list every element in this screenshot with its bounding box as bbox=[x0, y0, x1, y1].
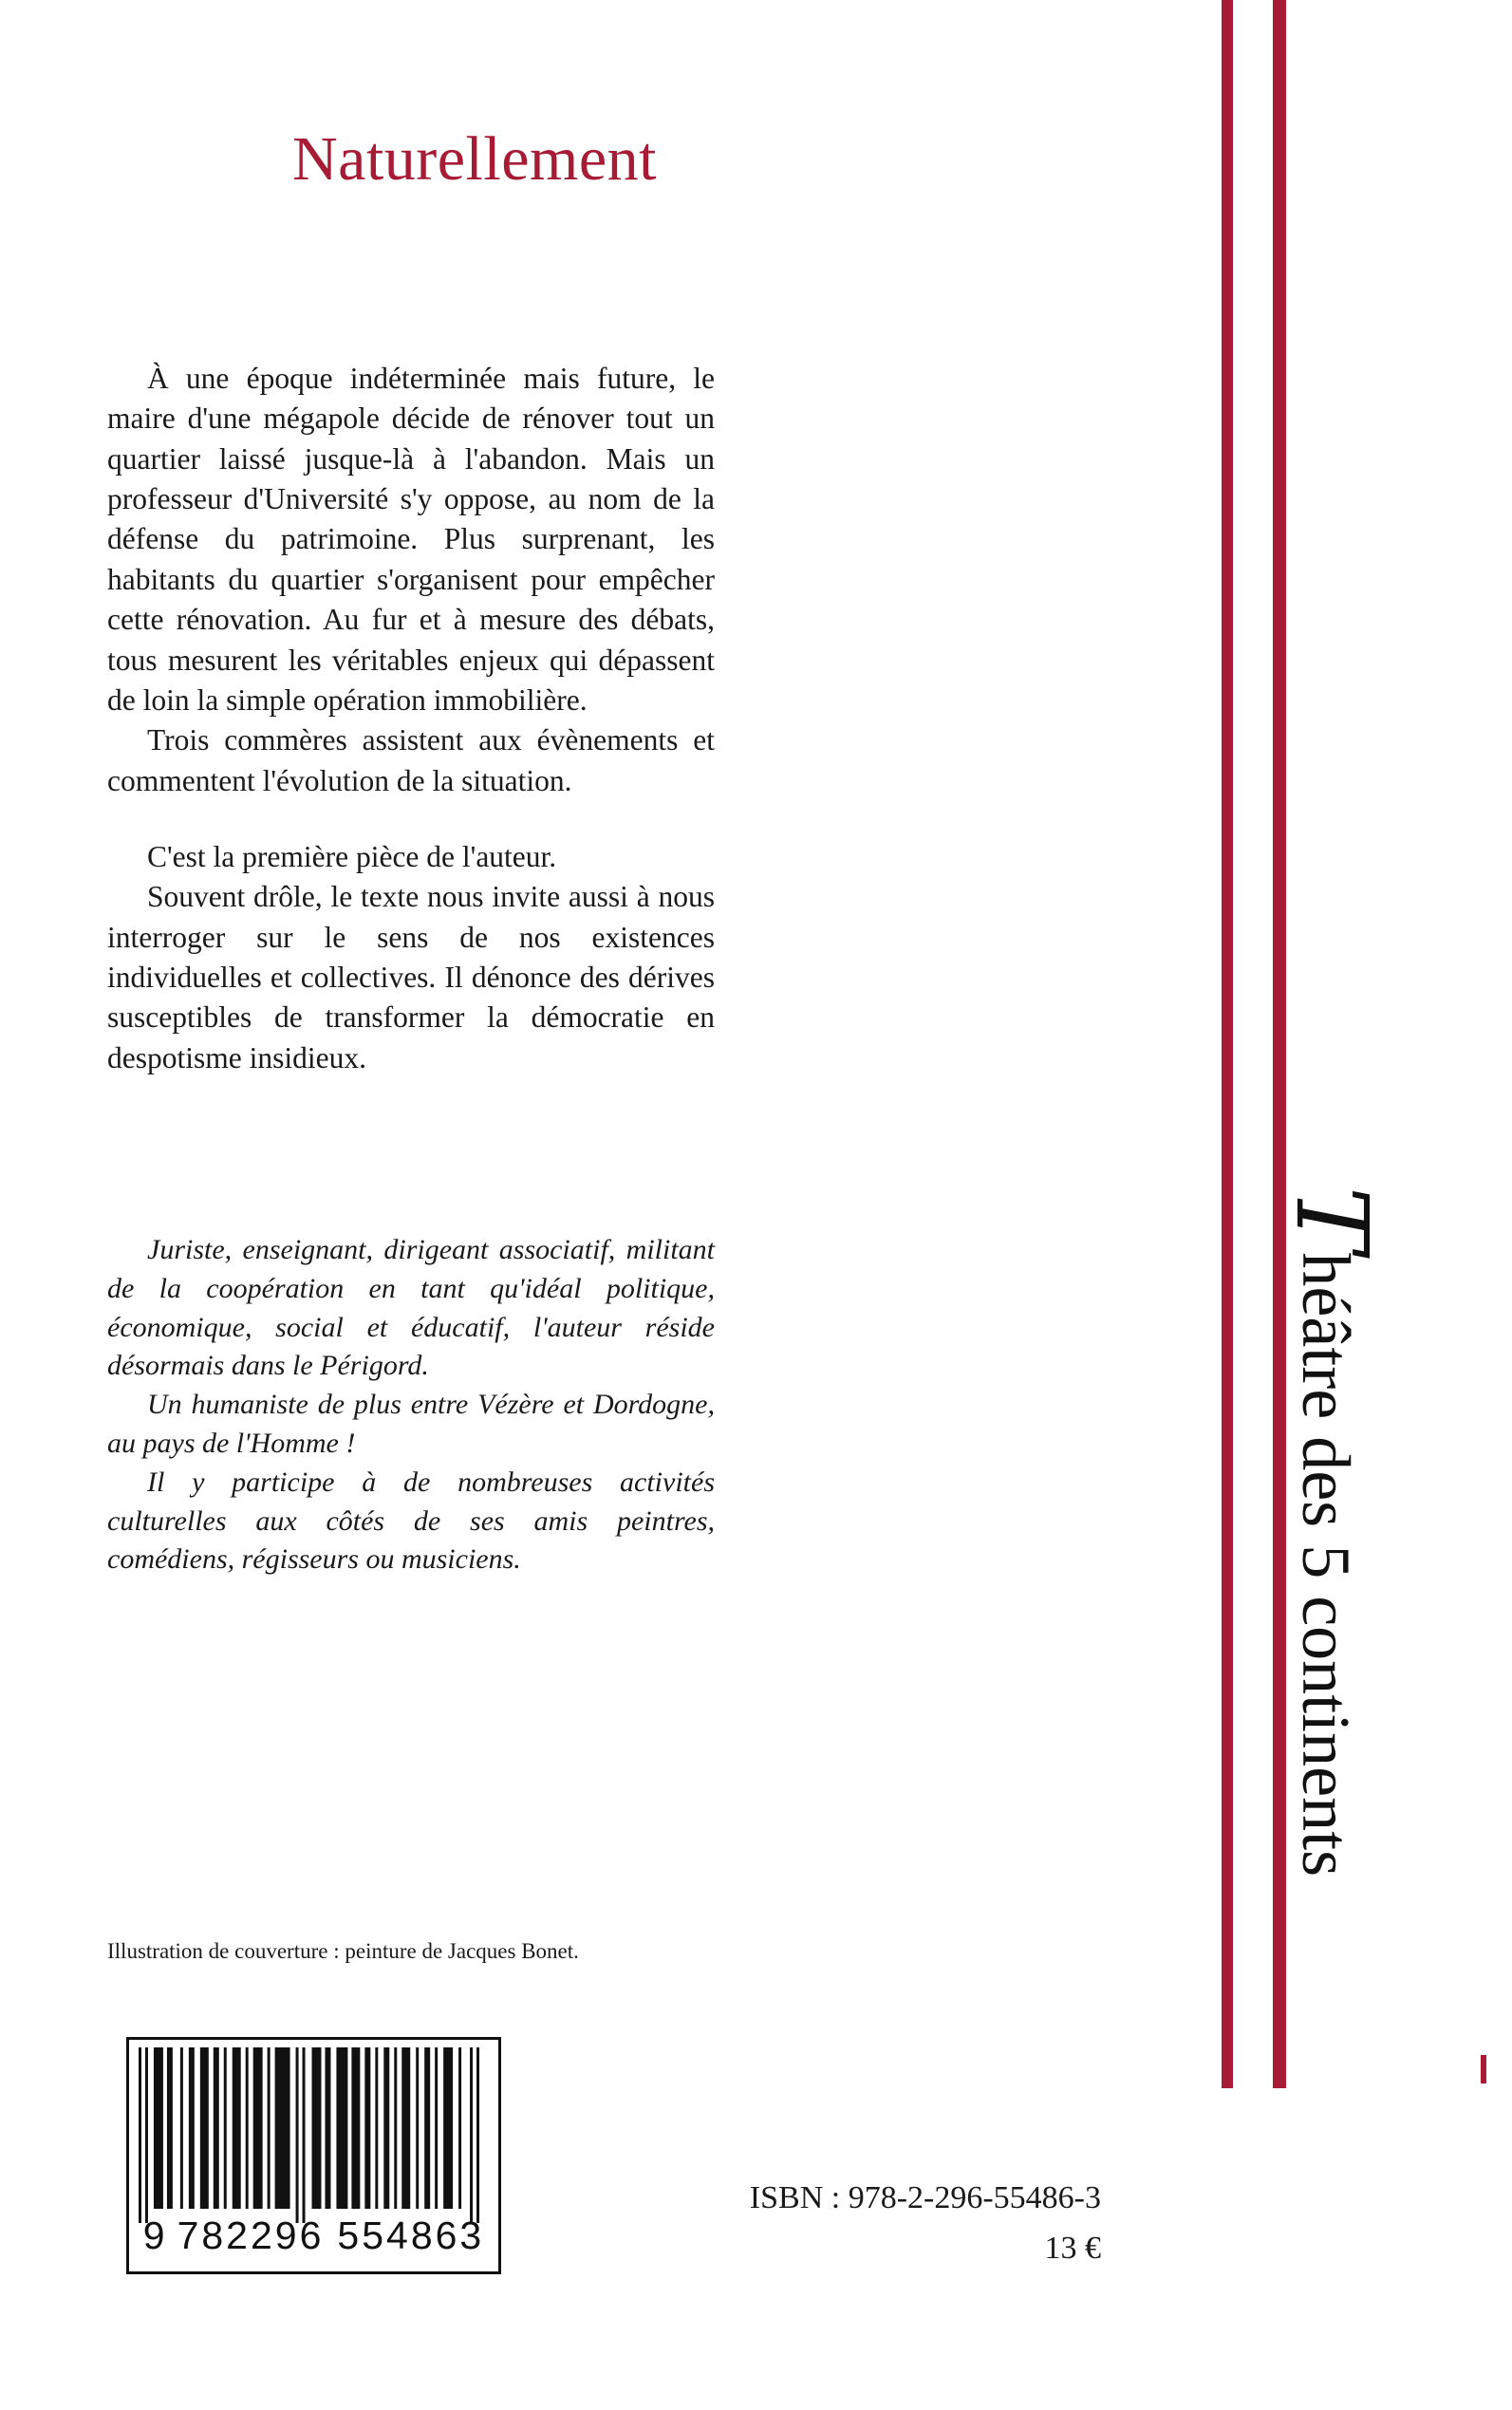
collection-spine bbox=[1274, 1186, 1400, 2269]
synopsis-block bbox=[107, 359, 715, 1078]
synopsis-paragraph: À une époque indéterminée mais future, le maire d'une mégapole décide de rénover tout un quartier laissé jusque-là à l'abandon. Mais un professeur d'Université s'y oppose, au nom de la défense du patrimoine. Plus surprenant, les habitants du quartier s'organisent pour empêcher cette rénovation. Au fur et à mesure des débats, tous mesurent les véritables enjeux qui dépassent de loin la simple opération immobilière. bbox=[107, 362, 715, 717]
price-text: 13 € bbox=[1044, 2230, 1101, 2266]
barcode-digits-right: 554863 bbox=[337, 2214, 485, 2257]
spine-rule-tick bbox=[1481, 2055, 1486, 2083]
spine-rule-inner bbox=[1222, 0, 1233, 2088]
collection-name-rest: héâtre des 5 continents bbox=[1288, 1252, 1364, 1878]
author-bio-block bbox=[107, 1231, 715, 1579]
collection-name bbox=[1275, 1186, 1389, 2269]
author-bio-paragraph: Il y participe à de nombreuses activités culturelles aux côtés de ses amis peintres, comédiens, régisseurs ou musiciens. bbox=[107, 1466, 715, 1576]
author-bio-paragraph: Juriste, enseignant, dirigeant associatif, militant de la coopération en tant qu'idéal politique, économique, social et éducatif, l'auteur réside désormais dans le Périgord. bbox=[107, 1234, 715, 1382]
barcode-digits bbox=[126, 2210, 501, 2262]
isbn-price-block bbox=[607, 2174, 1101, 2273]
barcode-digit-lead: 9 bbox=[142, 2214, 168, 2257]
cover-illustration-credit: Illustration de couverture : peinture de Jacques Bonet. bbox=[107, 1939, 579, 1963]
author-bio-paragraph: Un humaniste de plus entre Vézère et Dordogne, au pays de l'Homme ! bbox=[107, 1389, 715, 1459]
barcode-digits-left: 782296 bbox=[177, 2214, 325, 2257]
isbn-text: ISBN : 978-2-296-55486-3 bbox=[749, 2180, 1101, 2215]
synopsis-paragraph: Souvent drôle, le texte nous invite aussi à nous interroger sur le sens de nos existences individuelles et collectives. Il dénonce des dérives susceptibles de transformer la démocratie en despotisme insidieux. bbox=[107, 880, 715, 1074]
page-title: Naturellement bbox=[291, 124, 657, 194]
collection-dropcap: T bbox=[1274, 1186, 1390, 1253]
barcode-bars-icon bbox=[139, 2047, 489, 2223]
synopsis-paragraph: C'est la première pièce de l'auteur. bbox=[147, 839, 557, 873]
synopsis-paragraph: Trois commères assistent aux évènements et commentent l'évolution de la situation. bbox=[107, 723, 715, 797]
